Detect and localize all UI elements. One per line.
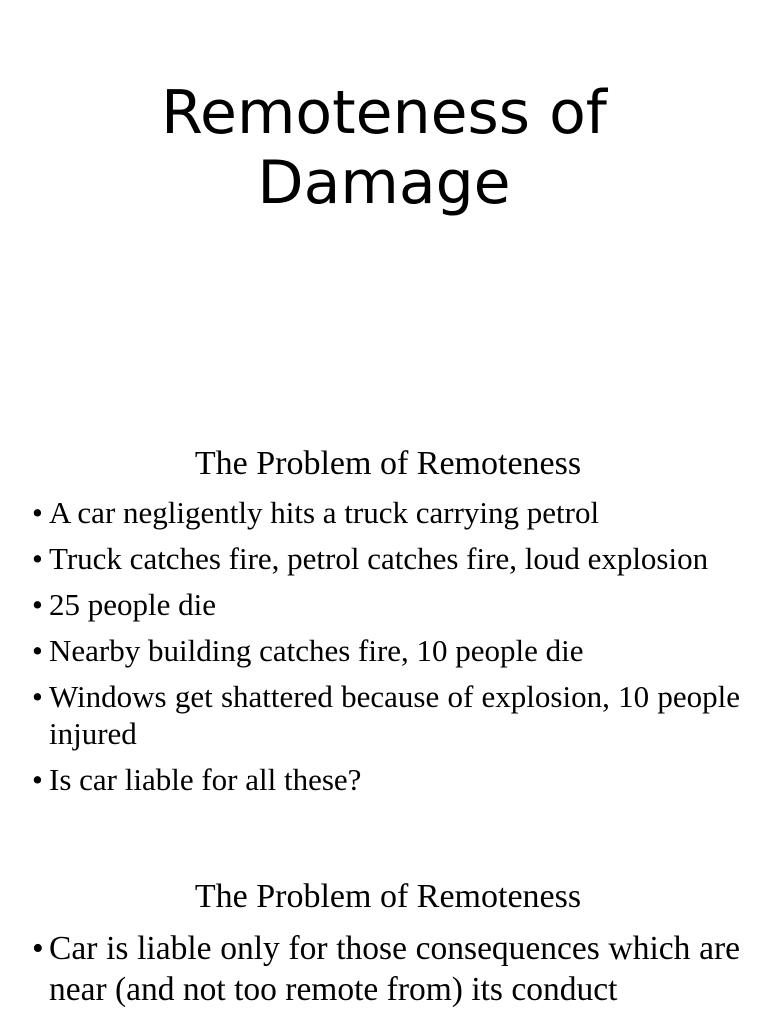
bullet-item: • Truck catches fire, petrol catches fire, loud explosion	[32, 540, 740, 577]
bullet-item: • Nearby building catches fire, 10 people die	[32, 632, 740, 669]
title-line-2: Damage	[257, 148, 511, 218]
bullet-item: • Is car liable for all these?	[32, 761, 740, 798]
slide-2-bullet-list	[32, 928, 740, 1010]
bullet-item: • Windows get shattered because of explosion, 10 people injured	[32, 678, 740, 752]
bullet-item: • Car is liable only for those consequences which are near (and not too remote from) its conduct	[32, 928, 740, 1010]
slide-2-heading: The Problem of Remoteness	[194, 878, 582, 915]
slide-1-heading: The Problem of Remoteness	[194, 445, 582, 482]
bullet-item: • A car negligently hits a truck carrying petrol	[32, 494, 740, 531]
document-title	[0, 78, 768, 218]
slide-1-bullet-list	[32, 494, 740, 807]
bullet-item: • 25 people die	[32, 586, 740, 623]
title-line-1: Remoteness of	[161, 78, 607, 148]
